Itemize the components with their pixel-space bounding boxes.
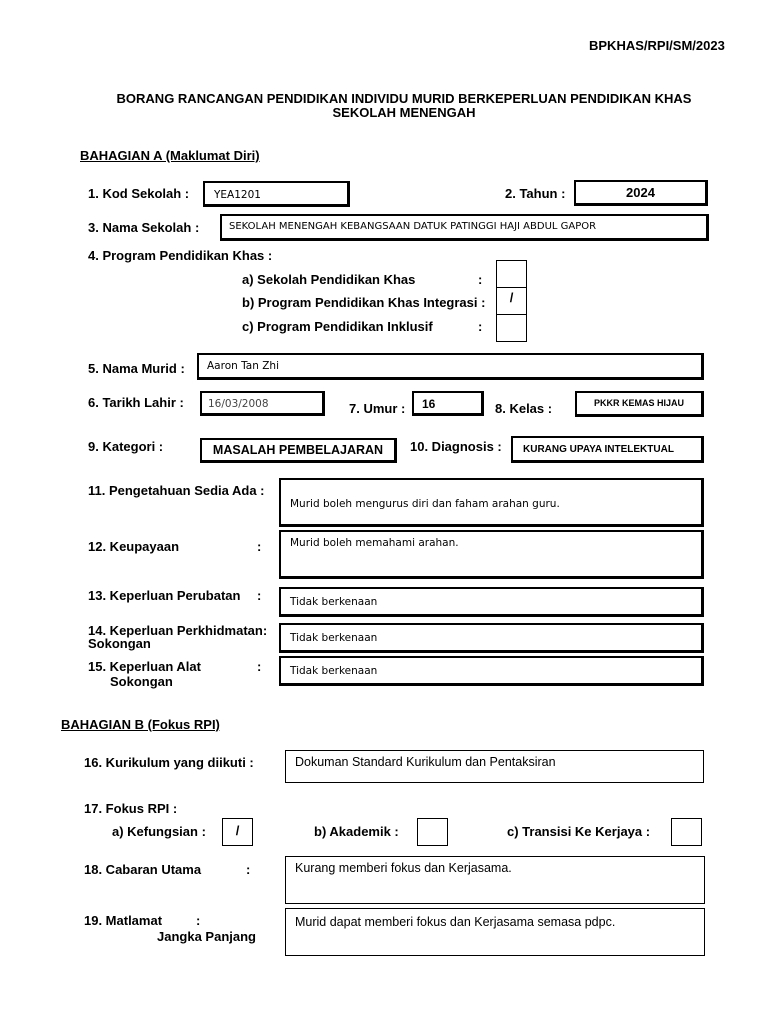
curriculum-field[interactable] (285, 750, 704, 783)
section-a-heading: BAHAGIAN A (Maklumat Diri) (80, 148, 260, 163)
age-field[interactable] (412, 391, 484, 416)
program-option-c-checkbox[interactable] (496, 314, 527, 342)
birth-date-field[interactable] (200, 391, 325, 416)
student-name-label: 5. Nama Murid : (88, 361, 185, 376)
support-services-label: 14. Keperluan Perkhidmatan: (88, 623, 268, 638)
medical-needs-label: 13. Keperluan Perubatan (88, 588, 241, 603)
year-value: 2024 (626, 185, 655, 200)
year-field[interactable] (574, 180, 708, 206)
program-option-c-label: c) Program Pendidikan Inklusif (242, 319, 433, 334)
school-name-field[interactable] (220, 214, 709, 241)
category-field[interactable] (200, 438, 397, 463)
year-label: 2. Tahun : (505, 186, 566, 201)
age-label: 7. Umur : (349, 401, 406, 416)
main-challenge-field[interactable] (285, 856, 705, 904)
diagnosis-label: 10. Diagnosis : (410, 439, 502, 454)
student-name-value: Aaron Tan Zhi (207, 360, 279, 372)
long-term-goal-field[interactable] (285, 908, 705, 956)
focus-career-transition-checkbox[interactable] (671, 818, 702, 846)
document-code: BPKHAS/RPI/SM/2023 (589, 38, 725, 53)
support-tools-label: 15. Keperluan Alat (88, 659, 201, 674)
class-label: 8. Kelas : (495, 401, 553, 416)
focus-career-transition-label: c) Transisi Ke Kerjaya : (507, 824, 651, 839)
curriculum-label: 16. Kurikulum yang diikuti : (84, 755, 254, 770)
school-name-label: 3. Nama Sekolah : (88, 220, 200, 235)
birth-date-label: 6. Tarikh Lahir : (88, 395, 184, 410)
support-tools-label-line2: Sokongan (110, 674, 173, 689)
focus-functional-label: a) Kefungsian : (112, 824, 206, 839)
diagnosis-value: KURANG UPAYA INTELEKTUAL (523, 444, 674, 455)
program-option-a-label: a) Sekolah Pendidikan Khas (242, 272, 416, 287)
medical-needs-value: Tidak berkenaan (290, 596, 378, 608)
medical-needs-field[interactable] (279, 587, 704, 617)
prior-knowledge-label: 11. Pengetahuan Sedia Ada : (88, 483, 265, 498)
support-services-label-line2: Sokongan (88, 636, 151, 651)
diagnosis-field[interactable] (511, 436, 704, 463)
category-label: 9. Kategori : (88, 439, 164, 454)
program-option-b-mark: / (509, 290, 514, 305)
school-name-value: SEKOLAH MENENGAH KEBANGSAAN DATUK PATINGGI HAJI ABDUL GAPOR (229, 221, 597, 232)
ability-colon: : (257, 539, 262, 554)
support-tools-value: Tidak berkenaan (290, 665, 378, 677)
student-name-field[interactable] (197, 353, 704, 380)
ability-label: 12. Keupayaan (88, 539, 180, 554)
main-challenge-label: 18. Cabaran Utama (84, 862, 202, 877)
long-term-goal-label-line2: Jangka Panjang (157, 929, 256, 944)
form-title-line1: BORANG RANCANGAN PENDIDIKAN INDIVIDU MURID BERKEPERLUAN PENDIDIKAN KHAS (116, 91, 692, 106)
age-value: 16 (422, 397, 436, 411)
ability-field[interactable] (279, 530, 704, 579)
support-tools-colon: : (257, 659, 262, 674)
focus-academic-checkbox[interactable] (417, 818, 448, 846)
focus-functional-mark: / (235, 823, 240, 838)
school-code-value: YEA1201 (214, 189, 261, 201)
support-services-field[interactable] (279, 623, 704, 653)
focus-academic-label: b) Akademik : (314, 824, 399, 839)
class-value: PKKR KEMAS HIJAU (593, 398, 684, 408)
long-term-goal-label: 19. Matlamat (84, 913, 163, 928)
prior-knowledge-value: Murid boleh mengurus diri dan faham arahan guru. (290, 498, 560, 510)
section-b-heading: BAHAGIAN B (Fokus RPI) (61, 717, 220, 732)
program-label: 4. Program Pendidikan Khas : (88, 248, 273, 263)
long-term-goal-colon: : (196, 913, 201, 928)
medical-needs-colon: : (257, 588, 262, 603)
form-title-line2: SEKOLAH MENENGAH (332, 105, 476, 120)
focus-functional-checkbox[interactable] (222, 818, 253, 846)
support-services-value: Tidak berkenaan (290, 632, 378, 644)
school-code-label: 1. Kod Sekolah : (88, 186, 190, 201)
prior-knowledge-field[interactable] (279, 478, 704, 527)
program-option-a-colon: : (478, 272, 483, 287)
main-challenge-colon: : (246, 862, 251, 877)
school-code-field[interactable] (203, 181, 350, 207)
main-challenge-value: Kurang memberi fokus dan Kerjasama. (295, 861, 512, 875)
ability-value: Murid boleh memahami arahan. (290, 537, 459, 549)
long-term-goal-value: Murid dapat memberi fokus dan Kerjasama semasa pdpc. (295, 915, 616, 929)
birth-date-value: 16/03/2008 (208, 398, 269, 410)
program-option-c-colon: : (478, 319, 483, 334)
rpi-focus-label: 17. Fokus RPI : (84, 801, 178, 816)
program-option-b-label: b) Program Pendidikan Khas Integrasi : (242, 295, 486, 310)
support-tools-field[interactable] (279, 656, 704, 686)
class-field[interactable] (575, 391, 704, 417)
category-value: MASALAH PEMBELAJARAN (212, 443, 384, 457)
program-option-b-checkbox[interactable] (496, 287, 527, 315)
curriculum-value: Dokuman Standard Kurikulum dan Pentaksiran (295, 755, 556, 769)
program-option-a-checkbox[interactable] (496, 260, 527, 288)
